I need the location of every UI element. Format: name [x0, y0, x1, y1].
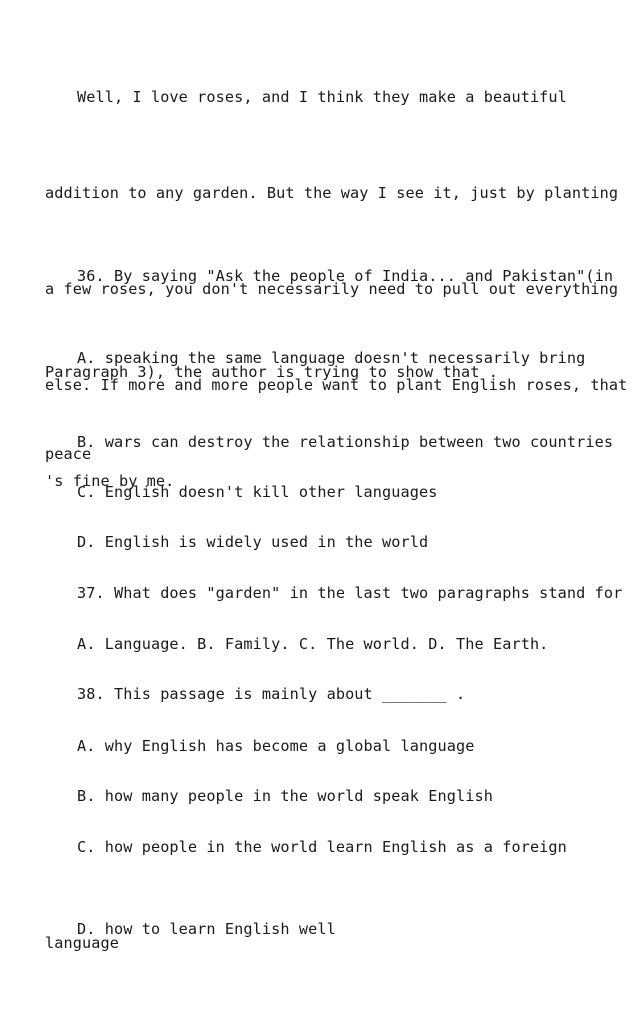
passage-line: Well, I love roses, and I think they make a beautiful [77, 88, 567, 106]
option-line: D. how to learn English well [77, 920, 336, 938]
passage-line: addition to any garden. But the way I see it, just by planting [45, 184, 619, 202]
passage-line: else. If more and more people want to plant English roses, that [45, 376, 628, 394]
option-line: B. how many people in the world speak English [77, 787, 493, 805]
question-stem-line: 36. By saying "Ask the people of India... and Pakistan"(in [77, 267, 614, 285]
question-38-option-d [45, 849, 605, 1009]
option-line: A. speaking the same language doesn't necessarily bring [77, 349, 586, 367]
passage-line: 's fine by me. [45, 472, 175, 490]
question-stem-line: Paragraph 3), the author is trying to show that . [45, 363, 498, 381]
option-line: C. how people in the world learn English as a foreign [77, 838, 567, 856]
option-line: C. English doesn't kill other languages [77, 483, 438, 501]
option-line: peace [45, 445, 92, 463]
option-line: B. wars can destroy the relationship between two countries [77, 433, 614, 451]
passage-line: a few roses, you don't necessarily need to pull out everything [45, 280, 619, 298]
question-stem-line: 37. What does "garden" in the last two paragraphs stand for [77, 584, 623, 602]
option-line: A. why English has become a global language [77, 737, 475, 755]
option-line: language [45, 934, 119, 952]
option-line: D. English is widely used in the world [77, 533, 429, 551]
question-stem-line: 38. This passage is mainly about _______ . [77, 685, 466, 703]
option-line: A. Language. B. Family. C. The world. D. The Earth. [77, 635, 549, 653]
